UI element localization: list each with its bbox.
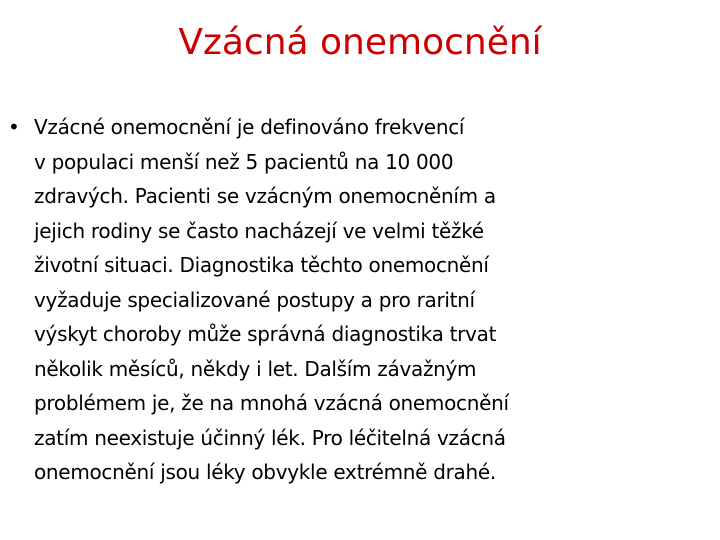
bullet-icon: • bbox=[8, 115, 20, 139]
bullet-list bbox=[8, 110, 708, 490]
bullet-text: Vzácné onemocnění je definováno frekvencí v populaci menší než 5 pacientů na 10 000 zdravých. Pacienti se vzácným onemocněním a jejich rodiny se často nacházejí ve velmi těžké životní situaci. Diagnostika těchto onemocnění vyžaduje specializované postupy a pro raritní výskyt choroby může správná diagnostika trvat několik měsíců, někdy i let. Dalším závažným problémem je, že na mnohá vzácná onemocnění zatím neexistuje účinný lék. Pro léčitelná vzácná onemocnění jsou léky obvykle extrémně drahé. bbox=[34, 115, 509, 484]
bullet-item bbox=[8, 110, 708, 490]
slide-title: Vzácná onemocnění bbox=[178, 22, 542, 63]
